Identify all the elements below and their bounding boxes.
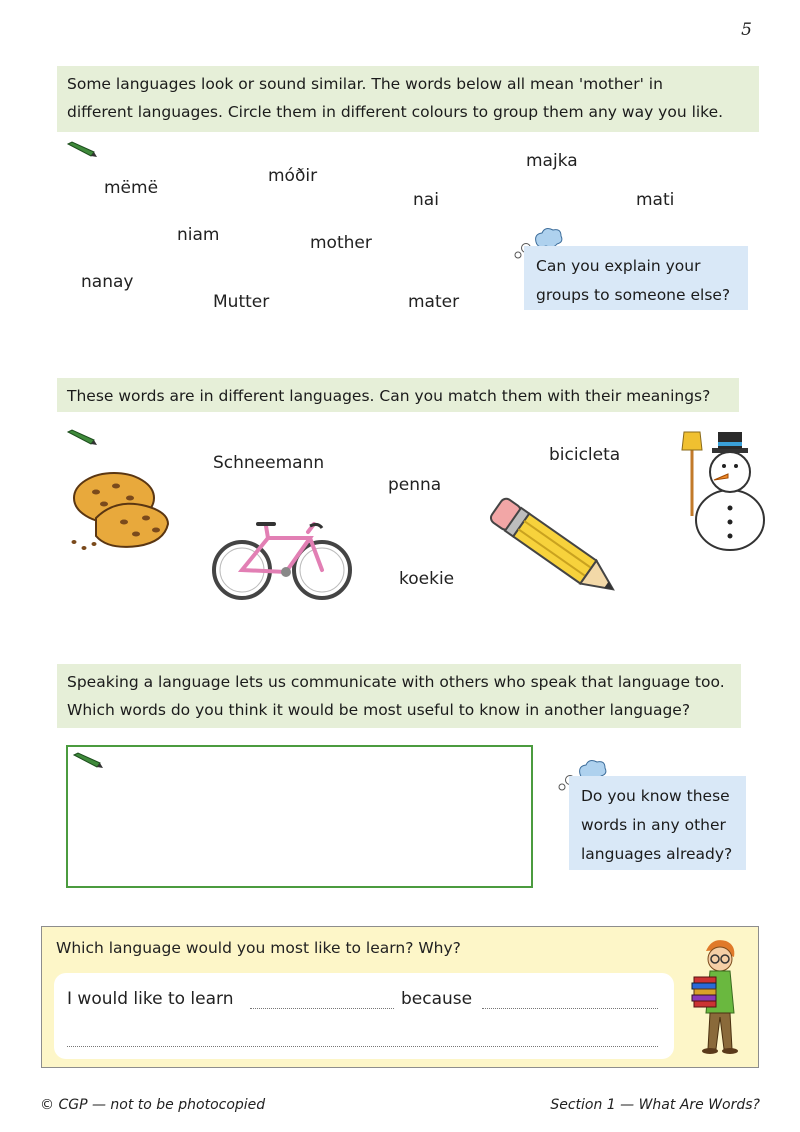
- word-bicicleta[interactable]: bicicleta: [549, 445, 621, 465]
- pencil-picture[interactable]: [486, 496, 622, 600]
- word-majka[interactable]: majka: [526, 151, 578, 171]
- thought-bubble-explain: [524, 246, 748, 310]
- page-number: 5: [741, 20, 752, 40]
- answer-middle: because: [401, 989, 473, 1009]
- word-nai[interactable]: nai: [413, 190, 439, 210]
- instruction-useful-words: [57, 664, 741, 728]
- thought-bubble-other-languages: [569, 776, 746, 870]
- pencil-icon: [66, 140, 98, 158]
- thought-line-1: Do you know these: [581, 787, 730, 805]
- word-meme[interactable]: mëmë: [104, 178, 159, 198]
- thought-line-3: languages already?: [581, 845, 733, 863]
- instruction-line-2: Which words do you think it would be most useful to know in another language?: [67, 701, 691, 719]
- pencil-icon: [72, 751, 104, 769]
- instruction-match: These words are in different languages. Can you match them with their meanings?: [57, 378, 739, 412]
- word-mati[interactable]: mati: [636, 190, 675, 210]
- word-niam[interactable]: niam: [177, 225, 220, 245]
- instruction-line-2: different languages. Circle them in different colours to group them any way you like.: [67, 103, 724, 121]
- instruction-mother-words: [57, 66, 759, 132]
- answer-line-language[interactable]: [250, 1007, 394, 1009]
- instruction-line-1: Some languages look or sound similar. The words below all mean 'mother' in: [67, 75, 663, 93]
- word-mater[interactable]: mater: [408, 292, 460, 312]
- pencil-icon: [66, 428, 98, 446]
- thought-line-2: words in any other: [581, 816, 726, 834]
- bicycle-picture[interactable]: [210, 516, 356, 600]
- footer-section-title: Section 1 — What Are Words?: [550, 1097, 760, 1113]
- answer-area[interactable]: [54, 973, 674, 1059]
- thought-line-1: Can you explain your: [536, 257, 701, 275]
- word-nanay[interactable]: nanay: [81, 272, 134, 292]
- word-schneemann[interactable]: Schneemann: [213, 453, 325, 473]
- word-modir[interactable]: móðir: [268, 166, 318, 186]
- language-question-box: [41, 926, 759, 1068]
- answer-line-extra[interactable]: [67, 1045, 658, 1047]
- cookies-picture[interactable]: [66, 466, 178, 556]
- footer-copyright: © CGP — not to be photocopied: [40, 1097, 266, 1113]
- student-with-books-picture: [688, 937, 752, 1061]
- word-mutter[interactable]: Mutter: [213, 292, 270, 312]
- instruction-line-1: Speaking a language lets us communicate with others who speak that language too.: [67, 673, 725, 691]
- word-mother[interactable]: mother: [310, 233, 372, 253]
- word-penna[interactable]: penna: [388, 475, 442, 495]
- question-text: Which language would you most like to learn? Why?: [56, 939, 461, 957]
- answer-box[interactable]: [66, 745, 533, 888]
- answer-line-reason[interactable]: [482, 1007, 658, 1009]
- answer-prefix: I would like to learn: [67, 989, 234, 1009]
- word-koekie[interactable]: koekie: [399, 569, 455, 589]
- snowman-picture[interactable]: [678, 428, 768, 552]
- thought-line-2: groups to someone else?: [536, 286, 731, 304]
